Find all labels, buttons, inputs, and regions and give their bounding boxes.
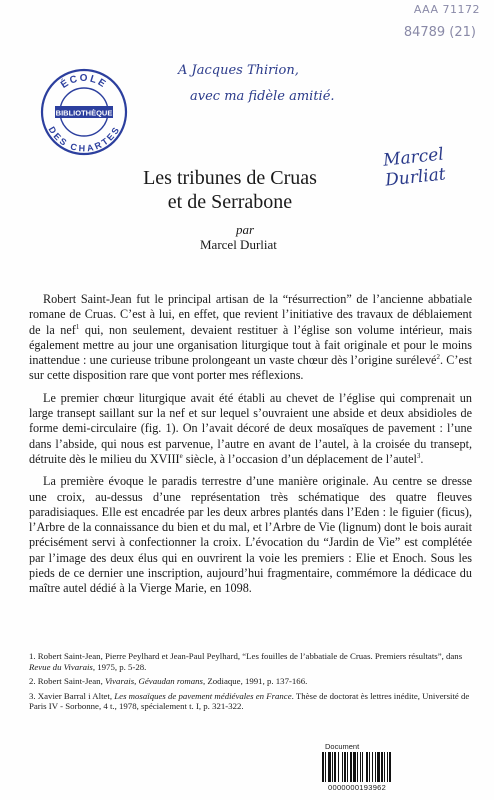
footnote-2: 2. Robert Saint-Jean, Vivarais, Gévaudan romans, Zodiaque, 1991, p. 137-166. xyxy=(29,676,308,686)
stamp-bottom-text: DES CHARTES xyxy=(46,124,122,154)
article-body xyxy=(29,292,472,604)
footnote-ref-3: 3 xyxy=(416,451,421,460)
dedication-line-2: avec ma fidèle amitié. xyxy=(190,89,335,104)
shelf-number: 84789 (21) xyxy=(403,24,476,40)
author-name: Marcel Durliat xyxy=(200,237,277,252)
footnote-1: 1. Robert Saint-Jean, Pierre Peylhard et Jean-Paul Peylhard, “Les fouilles de l’abbatiale de Cruas. Premiers résultats”, dans Revue du Vivarais, 1975, p. 5-28. xyxy=(29,651,463,672)
footnote-3: 3. Xavier Barral i Altet, Les mosaïques de pavement médiévales en France. Thèse de doctorat ès lettres inédite, Université de Paris IV - Sorbonne, 4 t., 1978, spécialement t. I, p. 321-322. xyxy=(29,690,470,711)
paragraph-1: Robert Saint-Jean fut le principal artisan de la “résurrection” de l’ancienne abbatiale romane de Cruas. C’est à lui, en effet, que revient l’initiative des travaux de déblaiement de la nef$^1$ qui, non seulement, devaient restituer à l’église son volume intérieur, mais également mettre au jour une organisation liturgique tout à fait originale et pour le moins inattendue : une curieuse tribune prolongeant un vaste chœur dès l’origine surélevé$^2$. C’est sur cette disposition rare que vont porter mes réflexions. xyxy=(29,292,472,383)
library-stamp xyxy=(40,68,128,156)
stamp-top-text: ÉCOLE xyxy=(59,72,109,91)
handwritten-signature: Marcel Durliat xyxy=(382,144,447,191)
paragraph-2: Le premier chœur liturgique avait été établi au chevet de l’église qui comprenait un large transept saillant sur la nef et sur lequel s’ouvraient une abside et deux absidioles de forme demi-circulaire (fig. 1). On l’avait décoré de deux mosaïques de pavement : l’une dans l’abside, qui nous est parvenue, l’autre en avant de l’autel, à la croisée du transept, détruite dès le milieu du XVIIIe siècle, à l’occasion d’un déplacement de l’autel$^3$. xyxy=(29,390,472,466)
barcode-number: 0000000193962 xyxy=(328,783,387,792)
barcode-image xyxy=(321,752,413,782)
stamp-middle-text: BIBLIOTHÈQUE xyxy=(55,108,113,118)
title-line-2: et de Serrabone xyxy=(167,191,293,213)
barcode-caption: Document xyxy=(325,742,360,751)
title-line-1: Les tribunes de Cruas xyxy=(143,167,317,189)
call-number: AAA 71172 xyxy=(413,3,480,16)
footnote-ref-2: 2 xyxy=(436,353,440,362)
superscript-e: e xyxy=(179,451,183,460)
dedication-line-1: A Jacques Thirion, xyxy=(178,63,299,78)
handwritten-dedication xyxy=(178,58,335,110)
pencil-call-number xyxy=(404,4,480,39)
barcode-label-sticker xyxy=(321,742,421,792)
article-title xyxy=(100,166,360,214)
paragraph-3: La première évoque le paradis terrestre d’une manière originale. Au centre se dresse une croix, au-dessus d’une représentation très schématique des quatre fleuves paradisiaques. Elle est encadrée par les deux arbres plantés dans l’Eden : le figuier (ficus), l’Arbre de la connaissance du bien et du mal, et l’Arbre de Vie (lignum) dont le bois aurait précisément servi à confectionner la croix. L’évocation du “Jardin de Vie” est complétée par l’image des deux élus qui en ouvrirent la voie les premiers : Elie et Enoch. Sous les pieds de ce dernier une inscription, aujourd’hui fragmentaire, commémore la dédicace du maître autel dédié à la Vierge Marie, en 1098. xyxy=(29,474,472,596)
footnotes xyxy=(29,651,472,716)
byline-par: par xyxy=(236,222,255,237)
footnote-ref-1: 1 xyxy=(75,322,80,331)
